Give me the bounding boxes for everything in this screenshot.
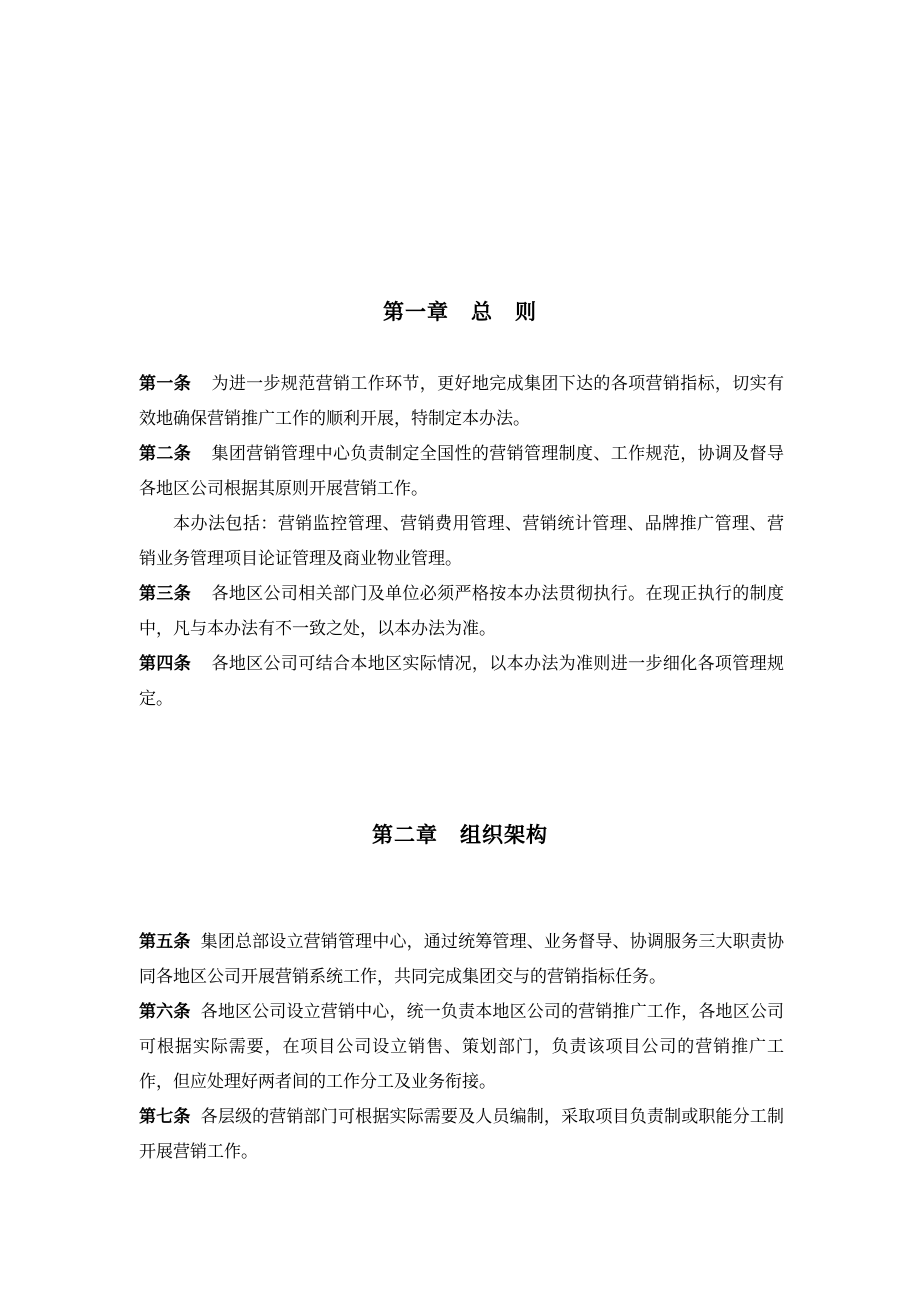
article-text: 集团营销管理中心负责制定全国性的营销管理制度、工作规范，协调及督导各地区公司根据其原则开展营销工作。 [139,444,785,499]
article-number: 第四条 [139,654,192,674]
article-number: 第一条 [139,374,192,394]
article-number: 第六条 [139,1002,191,1022]
article-text: 各地区公司可结合本地区实际情况，以本办法为准则进一步细化各项管理规定。 [139,654,785,709]
chapter-2-articles [139,925,784,1170]
article-2-scope-paragraph [139,507,784,577]
article-number: 第七条 [139,1107,191,1127]
article-text: 各地区公司相关部门及单位必须严格按本办法贯彻执行。在现正执行的制度中，凡与本办法有不一致之处，以本办法为准。 [139,584,785,639]
article-2 [139,437,784,507]
article-5 [139,925,784,995]
chapter-1-articles [139,367,784,717]
article-7 [139,1100,784,1170]
article-number: 第五条 [139,932,191,952]
article-6 [139,995,784,1100]
article-text: 各地区公司设立营销中心，统一负责本地区公司的营销推广工作，各地区公司可根据实际需要，在项目公司设立销售、策划部门，负责该项目公司的营销推广工作，但应处理好两者间的工作分工及业务衔接。 [139,1002,785,1092]
article-number: 第三条 [139,584,192,604]
article-4 [139,647,784,717]
article-3 [139,577,784,647]
chapter-2-title: 第二章 组织架构 [372,822,548,847]
article-text: 各层级的营销部门可根据实际需要及人员编制，采取项目负责制或职能分工制开展营销工作。 [139,1107,785,1162]
article-text: 集团总部设立营销管理中心，通过统筹管理、业务督导、协调服务三大职责协同各地区公司开展营销系统工作，共同完成集团交与的营销指标任务。 [139,932,785,987]
article-number: 第二条 [139,444,192,464]
article-text: 为进一步规范营销工作环节，更好地完成集团下达的各项营销指标，切实有效地确保营销推广工作的顺利开展，特制定本办法。 [139,374,785,429]
article-text: 本办法包括：营销监控管理、营销费用管理、营销统计管理、品牌推广管理、营销业务管理项目论证管理及商业物业管理。 [139,514,784,569]
article-1 [139,367,784,437]
chapter-1-title: 第一章 总 则 [383,299,537,324]
